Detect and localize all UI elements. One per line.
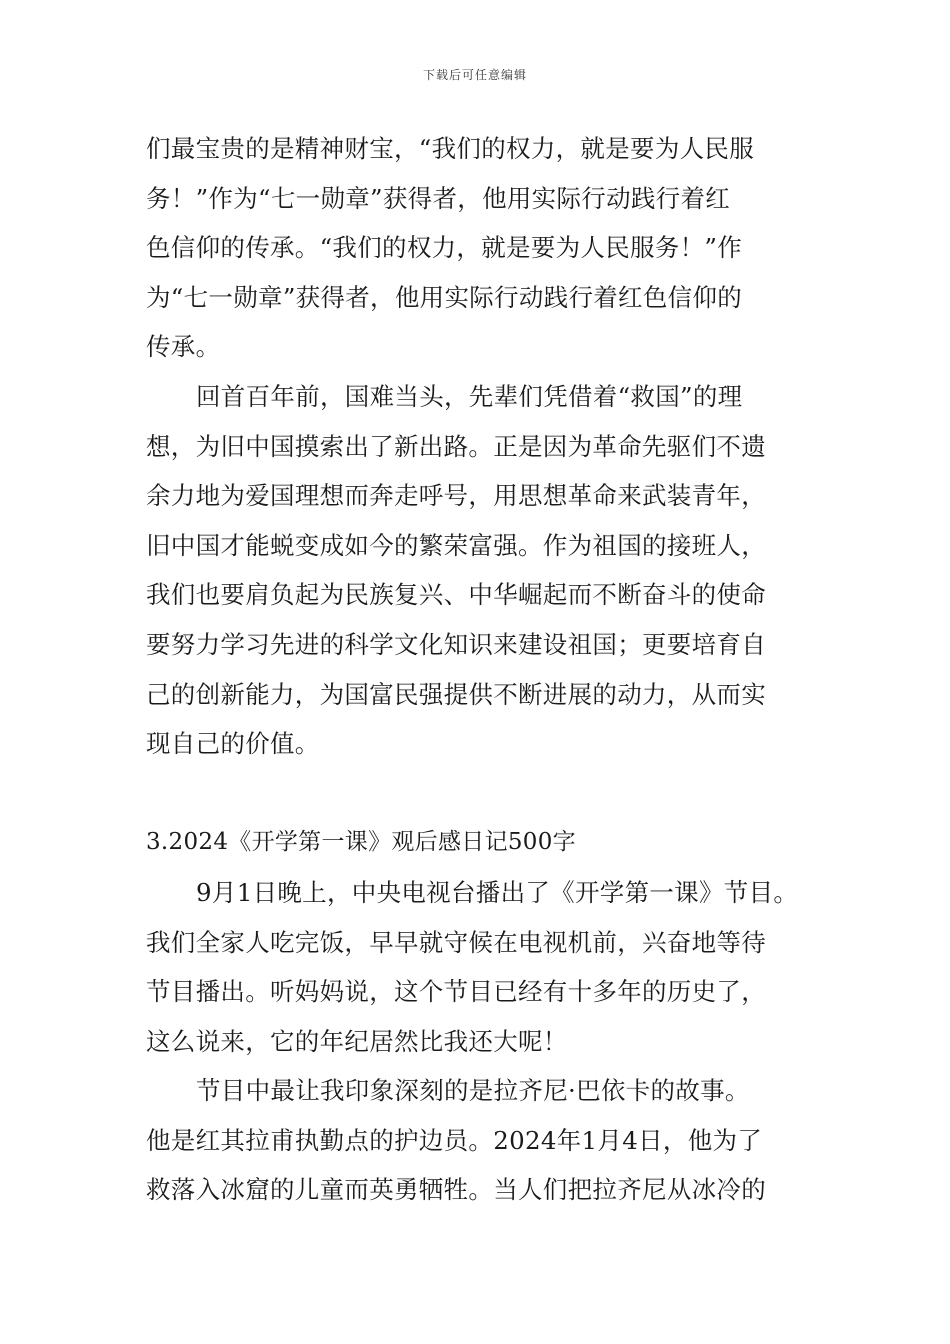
section-heading: 3.2024《开学第一课》观后感日记500字 xyxy=(146,829,576,856)
text-line: 务！”作为“七一勋章”获得者，他用实际行动践行着红 xyxy=(146,183,731,213)
text-line: 余力地为爱国理想而奔走呼号，用思想革命来武装青年， xyxy=(146,481,766,511)
paragraph-2 xyxy=(146,372,826,769)
text-line: 9月1日晚上，中央电视台播出了《开学第一课》节目。 xyxy=(196,877,799,907)
text-line: 己的创新能力，为国富民强提供不断进展的动力，从而实 xyxy=(146,679,766,709)
text-line: 现自己的价值。 xyxy=(146,729,320,759)
document-body xyxy=(146,124,826,1215)
paragraph-1 xyxy=(146,124,826,372)
text-line: 传承。 xyxy=(146,332,221,362)
text-line: 们最宝贵的是精神财宝，“我们的权力，就是要为人民服 xyxy=(146,134,755,163)
text-line: 他是红其拉甫执勤点的护边员。2024年1月4日，他为了 xyxy=(146,1125,763,1155)
text-line: 节目中最让我印象深刻的是拉齐尼·巴依卡的故事。 xyxy=(196,1076,750,1106)
text-line: 我们也要肩负起为民族复兴、中华崛起而不断奋斗的使命 xyxy=(146,580,766,610)
text-line: 这么说来，它的年纪居然比我还大呢！ xyxy=(146,1026,568,1056)
text-line: 回首百年前，国难当头，先辈们凭借着“救国”的理 xyxy=(196,381,743,411)
text-line: 救落入冰窟的儿童而英勇牺牲。当人们把拉齐尼从冰冷的 xyxy=(146,1175,766,1205)
paragraph-3 xyxy=(146,868,826,1066)
text-line: 想，为旧中国摸索出了新出路。正是因为革命先驱们不遗 xyxy=(146,431,766,461)
text-line: 要努力学习先进的科学文化知识来建设祖国；更要培育自 xyxy=(146,629,766,659)
paragraph-4 xyxy=(146,1066,826,1215)
text-line: 节目播出。听妈妈说，这个节目已经有十多年的历史了， xyxy=(146,977,766,1007)
text-line: 为“七一勋章”获得者，他用实际行动践行着红色信仰的 xyxy=(146,282,743,312)
text-line: 色信仰的传承。“我们的权力，就是要为人民服务！”作 xyxy=(146,233,743,263)
text-line: 旧中国才能蜕变成如今的繁荣富强。作为祖国的接班人， xyxy=(146,530,766,560)
text-line: 我们全家人吃完饭，早早就守候在电视机前，兴奋地等待 xyxy=(146,927,766,957)
page-header-note: 下载后可任意编辑 xyxy=(422,68,527,82)
section-spacer xyxy=(146,769,826,819)
